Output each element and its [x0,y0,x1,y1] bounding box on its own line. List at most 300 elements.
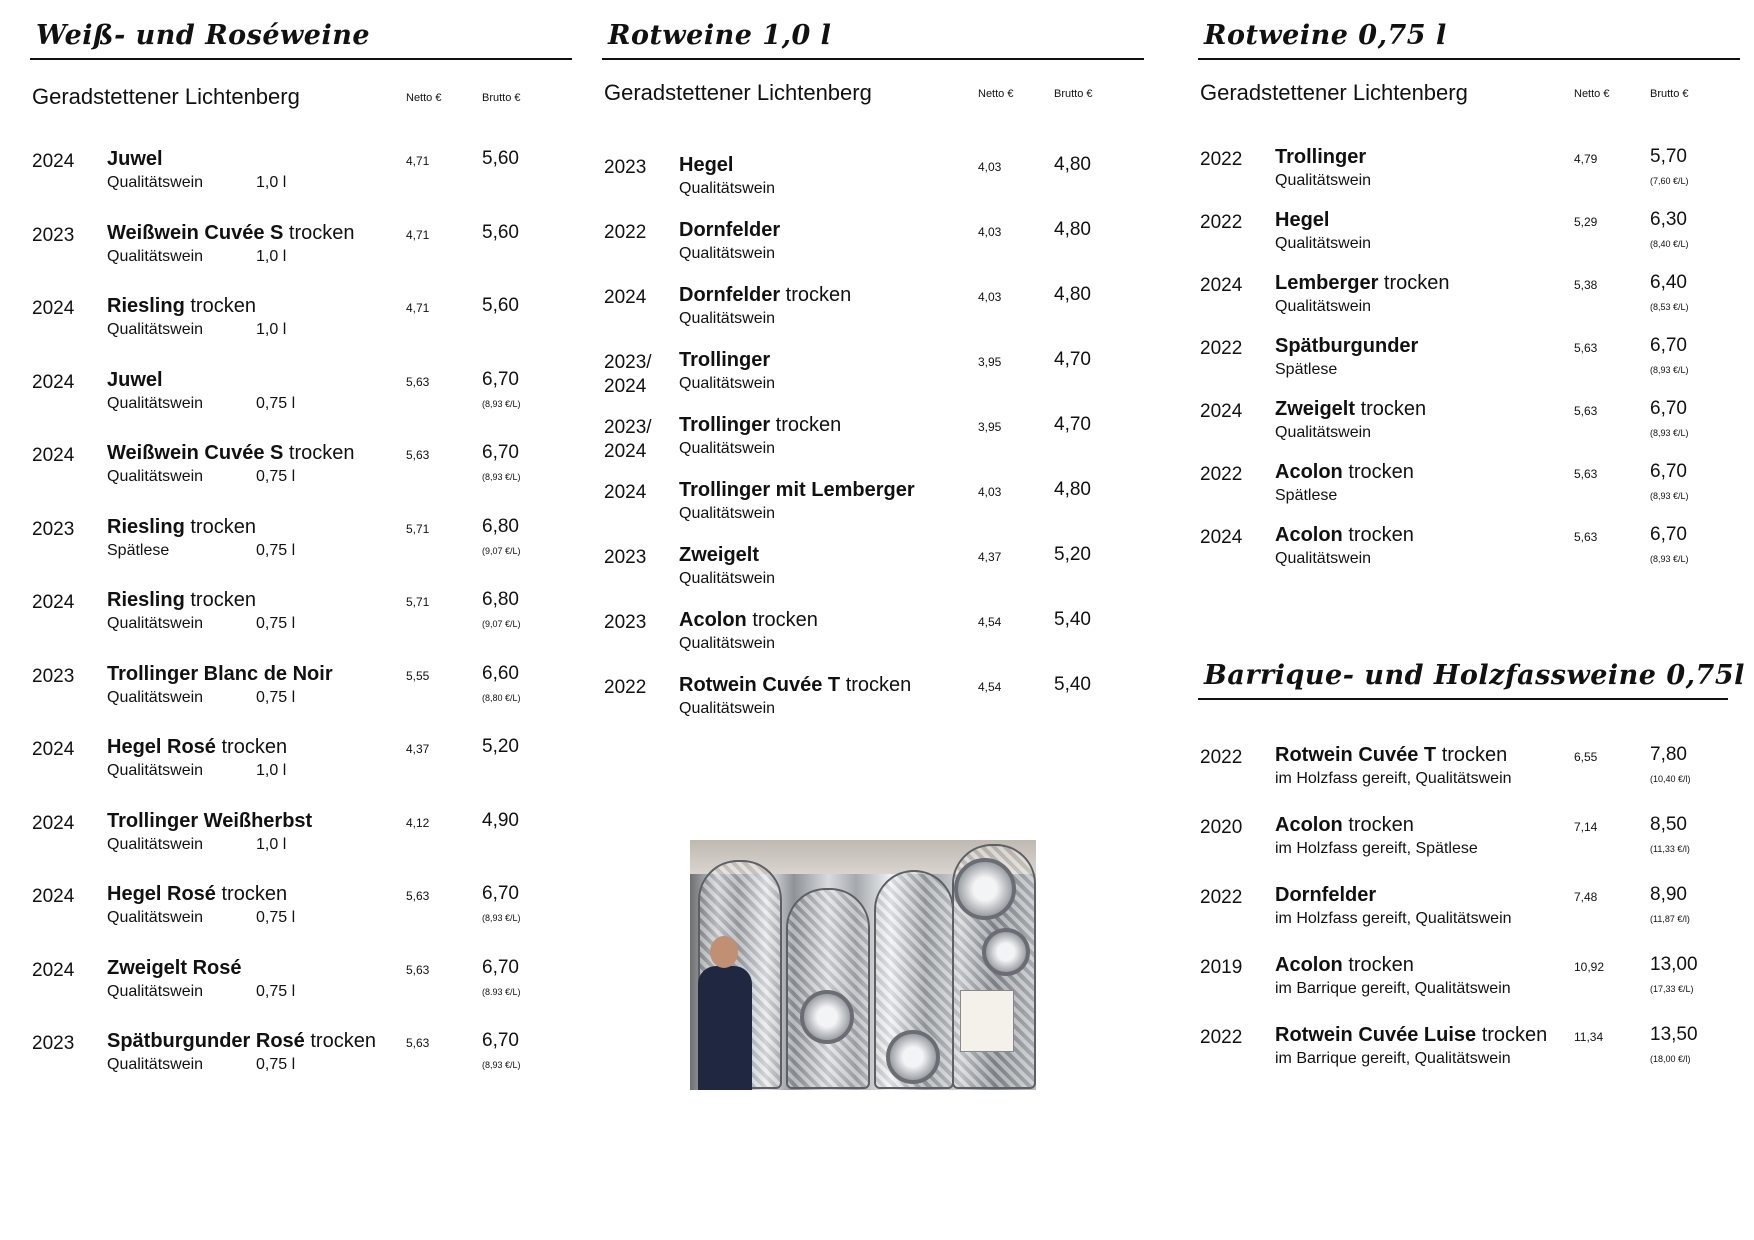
wine-name-bold: Hegel Rosé [107,736,216,758]
price-brutto: 4,90 [482,809,519,831]
wine-name-rest: trocken [780,284,852,306]
wine-name-rest: trocken [283,221,355,244]
price-brutto: 5,40 [1054,674,1091,695]
wine-name [679,609,818,632]
quality-label: Qualitätswein [107,468,204,485]
vintage-year: 2022 [604,222,647,243]
price-netto: 5,63 [1574,530,1598,544]
quality-label: Qualitätswein [107,909,204,926]
wine-name [107,1030,376,1053]
price-per-litre: (8,93 €/L) [482,913,521,923]
quality-label: im Barrique gereift, Qualitätswein [1275,980,1511,997]
vintage-year: 2024 [32,739,75,760]
wine-name-bold: Acolon [1275,524,1343,546]
vintage-year: 2024 [1200,401,1243,422]
wine-name-bold: Hegel [1275,209,1330,231]
price-netto: 5,63 [1574,341,1598,355]
vintage-year: 2023 [604,612,647,633]
volume: 1,0 l [256,835,287,853]
vintage-year: 2020 [1200,817,1243,838]
wine-name-bold: Riesling [107,295,185,317]
wine-item [30,1024,572,1098]
quality-label: Qualitätswein [107,615,204,632]
price-brutto: 6,70 [1650,335,1687,356]
wine-name [1275,954,1414,977]
quality-label: Qualitätswein [679,310,776,327]
vintage-year: 2022 [1200,464,1243,485]
price-per-litre: (8,93 €/L) [1650,491,1689,501]
wine-name-bold: Trollinger [1275,146,1367,168]
wine-name-bold: Hegel [679,154,734,176]
wine-name [1275,884,1376,907]
price-netto: 11,34 [1574,1030,1604,1044]
quality-label: Qualitätswein [1275,424,1372,441]
volume: 0,75 l [256,394,296,412]
wine-name-bold: Spätburgunder [1275,335,1419,357]
wine-item [30,730,572,804]
wine-item [602,278,1144,343]
volume: 1,0 l [256,247,287,265]
wine-name-rest: trocken [184,295,256,317]
wine-item [602,473,1144,538]
price-per-litre: (8,93 €/L) [1650,365,1689,375]
volume: 0,75 l [256,1056,296,1073]
quality-label: Qualitätswein [107,247,204,265]
wine-name [1275,209,1329,232]
price-netto: 7,48 [1574,890,1598,904]
quality-label: Qualitätswein [1275,550,1372,567]
wine-name-bold: Lemberger [1275,272,1379,294]
brutto-header: Brutto € [1054,88,1093,100]
quality-label: Qualitätswein [679,505,776,522]
volume: 0,75 l [256,468,296,485]
price-netto: 5,63 [406,889,430,903]
wine-item [30,877,572,951]
wine-name-bold: Zweigelt Rosé [107,956,242,979]
wine-name-bold: Juwel [107,148,163,170]
wine-name [679,284,851,307]
wine-name-rest: trocken [1436,744,1508,766]
wine-list [1198,140,1740,581]
wine-item [602,668,1144,733]
volume: 0,75 l [256,541,296,559]
wine-item [30,583,572,657]
price-brutto: 4,80 [1054,154,1091,175]
price-brutto: 6,70 [482,883,519,904]
quality-label: Qualitätswein [679,375,776,392]
price-brutto: 13,50 [1650,1024,1698,1045]
wine-item [1198,878,1740,948]
wine-name-bold: Trollinger [679,414,771,436]
vintage-year: 2024 [1200,527,1243,548]
price-per-litre: (8,80 €/L) [482,692,521,703]
quality-label: Qualitätswein [107,394,204,412]
price-netto: 4,54 [978,615,1002,629]
wine-name-rest: trocken [1378,272,1450,294]
price-brutto: 5,60 [482,295,519,316]
wine-item [1198,329,1740,392]
barrique-section [1198,640,1745,1088]
wine-name-bold: Riesling [107,589,185,611]
wine-item [1198,203,1740,266]
vintage-year: 2023 [604,157,647,178]
wine-item [30,142,572,216]
producer-header [1198,80,1740,120]
price-brutto: 6,60 [482,662,519,684]
price-per-litre: (9,07 €/L) [482,545,521,556]
vintage-year: 2023/ 2024 [604,352,652,397]
quality-label: Qualitätswein [107,321,204,338]
vintage-year: 2022 [1200,212,1243,233]
price-netto: 3,95 [978,355,1002,369]
quality-label: Qualitätswein [107,1056,204,1073]
volume: 1,0 l [256,321,287,338]
price-brutto: 13,00 [1650,954,1698,975]
price-per-litre: (9,07 €/L) [482,619,521,629]
price-per-litre: (10,40 €/l) [1650,774,1691,784]
price-brutto: 5,20 [1054,544,1091,565]
wine-item [30,657,572,731]
wine-name [1275,1024,1547,1047]
price-brutto: 4,80 [1054,479,1091,500]
wine-name-rest: trocken [1355,398,1427,420]
price-netto: 4,03 [978,485,1002,499]
quality-label: Spätlese [1275,361,1338,378]
price-netto: 4,03 [978,290,1002,304]
section-heading: Barrique- und Holzfassweine 0,75l [1198,640,1728,700]
wine-name [107,663,333,686]
wine-item [602,603,1144,668]
vintage-year: 2024 [32,959,75,981]
price-netto: 5,63 [1574,467,1598,481]
price-netto: 5,71 [406,595,430,609]
quality-label: im Holzfass gereift, Spätlese [1275,840,1478,857]
wine-name-bold: Acolon [1275,461,1343,483]
wine-name-bold: Dornfelder [679,284,781,306]
wine-name-bold: Riesling [107,515,185,538]
wine-name [1275,335,1418,358]
producer-name: Geradstettener Lichtenberg [32,84,300,109]
producer-header [602,80,1144,120]
wine-name-rest: trocken [770,414,842,436]
price-per-litre: (8,93 €/L) [482,1060,521,1070]
price-per-litre: (8,93 €/L) [1650,554,1689,564]
price-netto: 5,29 [1574,215,1598,229]
wine-name-bold: Weißwein Cuvée S [107,221,284,244]
wine-name [107,957,241,980]
section-heading: Rotweine 0,75 l [1198,0,1740,60]
volume: 0,75 l [256,615,296,632]
quality-label: im Barrique gereift, Qualitätswein [1275,1050,1511,1067]
quality-label: Qualitätswein [107,688,204,706]
wine-name [107,295,256,318]
wine-name [1275,744,1507,767]
price-netto: 5,63 [406,448,430,462]
vintage-year: 2023 [32,518,75,540]
price-netto: 5,63 [406,374,430,389]
price-netto: 5,63 [1574,404,1598,418]
wine-name-rest: trocken [840,674,912,696]
wine-name-bold: Acolon [1275,954,1343,976]
wine-name-bold: Acolon [679,609,747,631]
vintage-year: 2024 [32,445,75,466]
price-per-litre: (11,87 €/l) [1650,914,1690,924]
wine-name-bold: Trollinger mit Lemberger [679,479,915,501]
price-brutto: 4,70 [1054,349,1091,370]
wine-item [602,408,1144,473]
wine-name-rest: trocken [1342,814,1414,836]
quality-label: Qualitätswein [1275,235,1372,252]
vintage-year: 2022 [1200,887,1243,908]
wine-name [679,544,759,567]
wine-name-bold: Dornfelder [1275,884,1377,906]
wine-name-bold: Dornfelder [679,219,781,241]
price-brutto: 7,80 [1650,744,1687,765]
price-brutto: 6,40 [1650,272,1687,293]
wine-item [30,363,572,437]
price-netto: 7,14 [1574,820,1598,834]
vintage-year: 2023 [32,1033,75,1054]
volume: 0,75 l [256,982,296,1000]
producer-name: Geradstettener Lichtenberg [1200,80,1468,105]
wine-name [107,442,355,465]
price-netto: 4,12 [406,815,430,830]
price-brutto: 6,80 [482,589,519,610]
quality-label: Qualitätswein [107,835,204,853]
wine-name [107,369,163,392]
price-brutto: 5,20 [482,736,519,757]
price-netto: 5,63 [406,962,430,977]
producer-header [30,84,572,124]
wine-name-rest: trocken [283,442,355,464]
brutto-header: Brutto € [482,92,521,104]
vintage-year: 2024 [32,298,75,319]
wine-name [679,479,915,502]
wine-name [679,219,780,242]
price-netto: 4,37 [406,742,430,756]
wine-name-rest: trocken [1342,461,1414,483]
wine-name-rest: trocken [1476,1024,1548,1046]
quality-label: Qualitätswein [1275,172,1372,189]
price-netto: 4,71 [406,301,430,315]
vintage-year: 2024 [32,886,75,907]
quality-label: Spätlese [1275,487,1338,504]
price-per-litre: (8,93 €/L) [482,472,521,482]
quality-label: Spätlese [107,541,170,559]
wine-item [602,538,1144,603]
wine-item [30,216,572,290]
wine-item [30,510,572,584]
wine-name-rest: trocken [215,736,288,758]
vintage-year: 2024 [604,287,647,308]
price-netto: 4,79 [1574,152,1598,166]
volume: 0,75 l [256,909,296,926]
wine-name-bold: Weißwein Cuvée S [107,442,284,464]
price-per-litre: (18,00 €/l) [1650,1054,1691,1064]
price-netto: 10,92 [1574,960,1605,974]
wine-item [1198,518,1740,581]
wine-name-bold: Juwel [107,368,163,391]
producer-name: Geradstettener Lichtenberg [604,80,872,105]
wine-list [602,148,1144,733]
wine-name [107,810,312,833]
wine-name [1275,272,1450,295]
wine-name [679,674,911,697]
price-netto: 4,03 [978,225,1002,239]
vintage-year: 2023 [604,547,647,568]
price-netto: 5,55 [406,668,430,683]
barrique-list [1198,738,1740,1088]
vintage-year: 2022 [1200,1027,1243,1048]
vintage-year: 2022 [1200,338,1243,359]
wine-item [602,148,1144,213]
wine-name [107,148,163,171]
wine-name-rest: trocken [184,589,256,611]
wine-name-bold: Zweigelt [1275,398,1356,420]
wine-name-bold: Trollinger Weißherbst [107,809,313,832]
quality-label: im Holzfass gereift, Qualitätswein [1275,910,1512,927]
wine-item [602,343,1144,408]
price-per-litre: (8,53 €/L) [1650,302,1689,312]
wine-name [107,222,355,245]
wine-name-rest: trocken [184,515,256,538]
price-brutto: 6,70 [1650,461,1687,482]
section-heading: Weiß- und Roséweine [30,0,572,60]
vintage-year: 2024 [32,812,75,834]
price-brutto: 4,80 [1054,284,1091,305]
wine-name [679,349,770,372]
vintage-year: 2023 [32,665,75,687]
column-rotweine-075 [1198,0,1745,1240]
wine-name-bold: Trollinger Blanc de Noir [107,662,333,685]
price-brutto: 6,70 [1650,398,1687,419]
netto-header: Netto € [406,92,442,104]
price-brutto: 6,70 [482,1030,519,1051]
wine-name-rest: trocken [746,609,818,631]
price-netto: 4,71 [406,227,430,242]
price-brutto: 8,50 [1650,814,1687,835]
wine-name-rest: trocken [1342,524,1414,546]
price-brutto: 4,70 [1054,414,1091,435]
price-netto: 3,95 [978,420,1002,434]
quality-label: Qualitätswein [107,174,204,191]
wine-item [1198,808,1740,878]
volume: 0,75 l [256,688,296,706]
price-brutto: 8,90 [1650,884,1687,905]
vintage-year: 2024 [32,151,75,172]
vintage-year: 2024 [32,371,75,393]
quality-label: Qualitätswein [679,570,776,587]
price-per-litre: (17,33 €/L) [1650,984,1694,994]
wine-item [1198,392,1740,455]
wine-name-bold: Spätburgunder Rosé [107,1030,305,1052]
wine-list [30,142,572,1098]
wine-name [1275,146,1366,169]
price-per-litre: (8,93 €/L) [1650,428,1689,438]
cellar-photo [690,840,1036,1090]
quality-label: Qualitätswein [679,440,776,457]
price-brutto: 4,80 [1054,219,1091,240]
wine-name-bold: Rotwein Cuvée Luise [1275,1024,1477,1046]
price-netto: 4,03 [978,160,1002,174]
price-per-litre: (8,93 €/L) [482,398,521,409]
wine-name-bold: Trollinger [679,349,771,371]
price-per-litre: (7,60 €/L) [1650,176,1689,186]
wine-item [602,213,1144,278]
vintage-year: 2022 [1200,747,1243,768]
vintage-year: 2023 [32,224,75,246]
price-brutto: 5,40 [1054,609,1091,630]
price-netto: 5,63 [406,1036,430,1050]
section-heading: Rotweine 1,0 l [602,0,1144,60]
vintage-year: 2019 [1200,957,1243,978]
wine-name [107,516,256,539]
vintage-year: 2024 [604,482,647,503]
wine-name-rest: trocken [215,883,288,905]
price-per-litre: (8.93 €/L) [482,986,521,997]
price-per-litre: (11,33 €/l) [1650,844,1690,854]
price-netto: 6,55 [1574,750,1598,764]
wine-item [1198,1018,1740,1088]
volume: 1,0 l [256,762,287,779]
vintage-year: 2022 [1200,149,1243,170]
vintage-year: 2024 [1200,275,1243,296]
price-brutto: 6,80 [482,515,519,537]
wine-item [1198,738,1740,808]
column-rotweine-1l [602,0,1144,733]
quality-label: Qualitätswein [679,635,776,652]
price-brutto: 5,60 [482,221,519,243]
price-per-litre: (8,40 €/L) [1650,239,1689,249]
wine-name-bold: Rotwein Cuvée T [679,674,841,696]
price-netto: 4,37 [978,550,1002,564]
price-netto: 5,71 [406,521,430,536]
vintage-year: 2022 [604,677,647,698]
quality-label: Qualitätswein [679,700,776,717]
wine-name-bold: Acolon [1275,814,1343,836]
column-weiss-rose [30,0,572,1098]
price-brutto: 6,70 [1650,524,1687,545]
wine-name [107,736,287,759]
wine-item [30,804,572,878]
price-brutto: 6,70 [482,368,519,390]
quality-label: Qualitätswein [1275,298,1372,315]
wine-name-bold: Rotwein Cuvée T [1275,744,1437,766]
wine-name [1275,398,1426,421]
quality-label: im Holzfass gereift, Qualitätswein [1275,770,1512,787]
price-netto: 4,54 [978,680,1002,694]
wine-name-bold: Zweigelt [679,544,760,566]
quality-label: Qualitätswein [107,982,204,1000]
quality-label: Qualitätswein [679,180,776,197]
wine-name [679,154,733,177]
wine-name [107,883,287,906]
volume: 1,0 l [256,174,287,191]
price-netto: 4,71 [406,154,430,168]
wine-name-rest: trocken [304,1030,376,1052]
wine-name-bold: Hegel Rosé [107,883,216,905]
wine-name [1275,461,1414,484]
quality-label: Qualitätswein [679,245,776,262]
wine-item [1198,266,1740,329]
wine-name [1275,524,1414,547]
price-brutto: 5,70 [1650,146,1687,167]
wine-item [1198,948,1740,1018]
price-netto: 5,38 [1574,278,1598,292]
vintage-year: 2024 [32,592,75,613]
wine-item [1198,140,1740,203]
vintage-year: 2023/ 2024 [604,417,652,462]
